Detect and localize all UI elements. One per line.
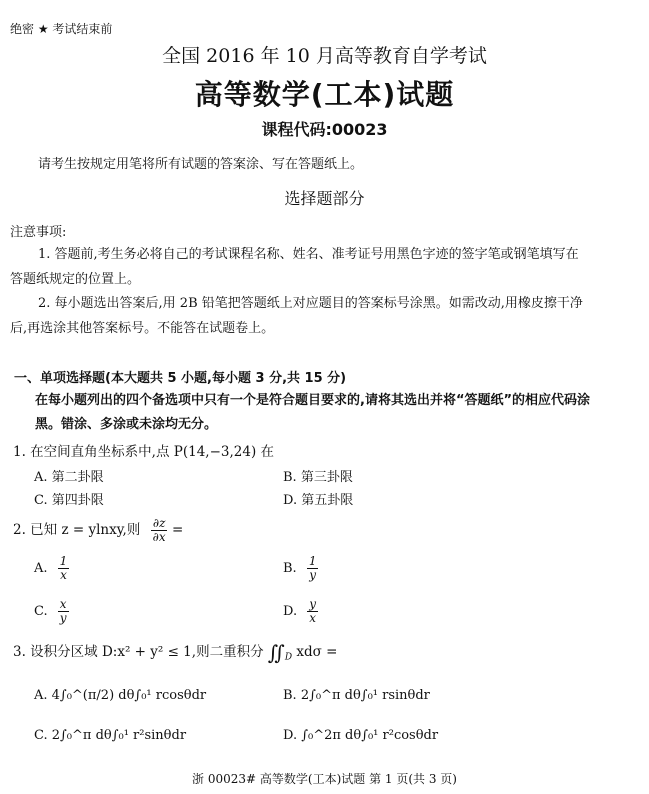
answer-instruction: 请考生按规定用笔将所有试题的答案涂、写在答题纸上。 bbox=[38, 157, 364, 172]
question-2-option-c bbox=[34, 598, 69, 625]
question-2-stem-text: 2. 已知 z = ylnxy,则 bbox=[13, 522, 141, 538]
question-1-stem: 1. 在空间直角坐标系中,点 P(14,−3,24) 在 bbox=[13, 444, 275, 460]
option-letter: B. bbox=[283, 561, 297, 576]
part-title: 一、单项选择题(本大题共 5 小题,每小题 3 分,共 15 分) bbox=[14, 371, 347, 386]
fraction-denominator: x bbox=[60, 568, 67, 582]
option-letter: D. bbox=[283, 604, 298, 619]
note-item: 1. 答题前,考生务必将自己的考试课程名称、姓名、准考证号用黑色字迹的签字笔或钢笔填写在答题纸规定的位置上。 bbox=[10, 247, 579, 287]
course-code: 课程代码:00023 bbox=[261, 120, 388, 139]
fraction-numerator: x bbox=[59, 597, 67, 611]
question-1-option-b: B. 第三卦限 bbox=[283, 470, 353, 485]
confidential-label: 绝密 ★ 考试结束前 bbox=[10, 22, 113, 36]
integral-tail: xdσ = bbox=[296, 644, 338, 660]
part-description: 在每小题列出的四个备选项中只有一个是符合题目要求的,请将其选出并将“答题纸”的相应代码涂黑。错涂、多涂或未涂均无分。 bbox=[35, 393, 591, 432]
question-3-option-c: C. 2∫₀^π dθ∫₀¹ r²sinθdr bbox=[34, 728, 187, 743]
fraction-numerator: 1 bbox=[308, 554, 317, 568]
option-fraction bbox=[58, 598, 69, 625]
fraction-denominator: y bbox=[309, 568, 317, 582]
fraction-numerator: 1 bbox=[59, 554, 68, 568]
double-integral-symbol: ∬ bbox=[267, 640, 285, 665]
question-3-stem-text: 3. 设积分区域 D:x² + y² ≤ 1,则二重积分 bbox=[13, 644, 264, 660]
fraction-denominator: x bbox=[309, 611, 317, 625]
section-heading: 选择题部分 bbox=[284, 189, 365, 208]
question-1-option-c: C. 第四卦限 bbox=[34, 493, 104, 508]
question-1-option-a: A. 第二卦限 bbox=[34, 470, 104, 485]
integral-domain: D bbox=[284, 652, 293, 663]
subject-title: 高等数学(工本)试题 bbox=[194, 78, 455, 111]
derivative-denominator: ∂x bbox=[152, 530, 166, 544]
question-2-option-d bbox=[283, 598, 318, 625]
option-letter: A. bbox=[34, 561, 48, 576]
fraction-numerator: y bbox=[309, 597, 317, 611]
derivative-equals: = bbox=[171, 522, 184, 538]
question-3-stem bbox=[13, 640, 338, 665]
option-fraction bbox=[307, 555, 319, 582]
derivative-numerator: ∂z bbox=[152, 516, 166, 530]
exam-title: 全国 2016 年 10 月高等教育自学考试 bbox=[162, 45, 487, 67]
option-fraction bbox=[307, 598, 318, 625]
question-1-option-d: D. 第五卦限 bbox=[283, 493, 354, 508]
notes-heading: 注意事项: bbox=[10, 225, 67, 240]
partial-derivative bbox=[151, 517, 168, 544]
note-item: 2. 每小题选出答案后,用 2B 铅笔把答题纸上对应题目的答案标号涂黑。如需改动,用橡皮擦干净后,再选涂其他答案标号。不能答在试题卷上。 bbox=[10, 296, 583, 336]
fraction-denominator: y bbox=[59, 611, 67, 625]
question-2-option-b bbox=[283, 555, 318, 582]
question-3-option-a: A. 4∫₀^(π/2) dθ∫₀¹ rcosθdr bbox=[34, 688, 207, 703]
question-3-option-b: B. 2∫₀^π dθ∫₀¹ rsinθdr bbox=[283, 688, 430, 703]
option-letter: C. bbox=[34, 604, 48, 619]
question-2-option-a bbox=[34, 555, 69, 582]
question-2-stem bbox=[13, 517, 183, 544]
question-3-option-d: D. ∫₀^2π dθ∫₀¹ r²cosθdr bbox=[283, 728, 439, 743]
option-fraction bbox=[58, 555, 70, 582]
page-footer: 浙 00023# 高等数学(工本)试题 第 1 页(共 3 页) bbox=[192, 772, 457, 786]
